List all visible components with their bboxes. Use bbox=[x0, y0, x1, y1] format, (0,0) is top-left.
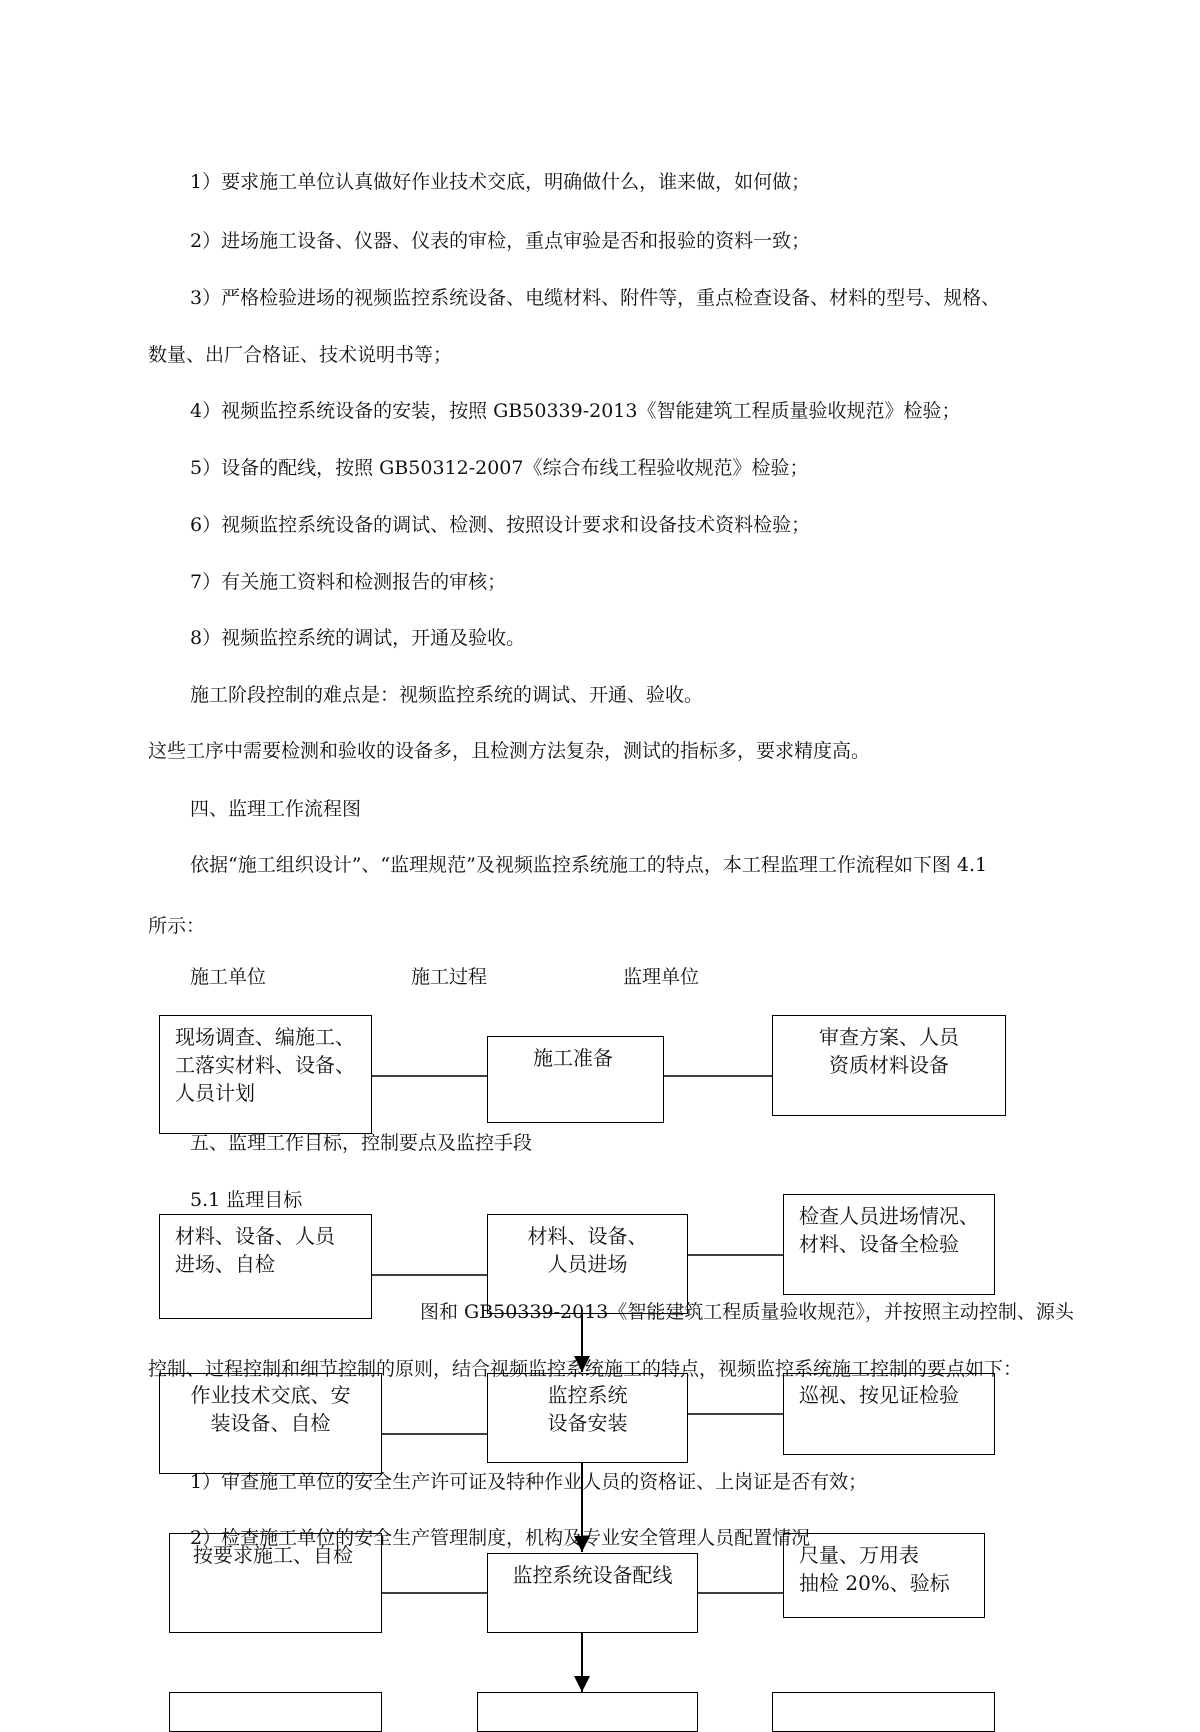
paragraph-3: 3）严格检验进场的视频监控系统设备、电缆材料、附件等，重点检查设备、材料的型号、规格、 bbox=[190, 287, 1001, 309]
flow-text-row3-right: 巡视、按见证检验 bbox=[799, 1383, 959, 1407]
difficulty-paragraph: 施工阶段控制的难点是：视频监控系统的调试、开通、验收。 bbox=[190, 684, 704, 706]
difficulty-detail: 这些工序中需要检测和验收的设备多，且检测方法复杂，测试的指标多，要求精度高。 bbox=[148, 740, 871, 762]
column-header-supervisor: 监理单位 bbox=[623, 966, 700, 988]
section-heading-4: 四、监理工作流程图 bbox=[190, 798, 362, 820]
flow-box-row5-middle bbox=[477, 1692, 698, 1732]
column-header-contractor: 施工单位 bbox=[190, 966, 267, 988]
flow-text-row1-right: 审查方案、人员 资质材料设备 bbox=[819, 1025, 959, 1077]
flow-text-row1-left: 现场调查、编施工、 工落实材料、设备、 人员计划 bbox=[175, 1025, 355, 1105]
flow-text-row4-left: 按要求施工、自检 bbox=[193, 1543, 353, 1567]
column-header-process: 施工过程 bbox=[411, 966, 488, 988]
section-heading-5: 五、监理工作目标，控制要点及监控手段 bbox=[190, 1132, 533, 1154]
flow-text-row2-middle: 材料、设备、 人员进场 bbox=[527, 1224, 648, 1276]
paragraph-3-cont: 数量、出厂合格证、技术说明书等； bbox=[148, 344, 453, 366]
paragraph-2: 2）进场施工设备、仪器、仪表的审检，重点审验是否和报验的资料一致； bbox=[190, 230, 811, 252]
flow-box-row5-left bbox=[169, 1692, 382, 1732]
paragraph-1: 1）要求施工单位认真做好作业技术交底，明确做什么，谁来做，如何做； bbox=[190, 171, 811, 193]
flow-text-row1-middle: 施工准备 bbox=[533, 1046, 613, 1070]
flow-text-row2-right: 检查人员进场情况、 材料、设备全检验 bbox=[799, 1204, 979, 1256]
flow-text-row4-middle: 监控系统设备配线 bbox=[512, 1563, 673, 1587]
flow-text-row2-left: 材料、设备、人员 进场、自检 bbox=[175, 1224, 335, 1276]
section-heading-5-1: 5.1 监理目标 bbox=[190, 1189, 303, 1211]
basis-paragraph: 图和 GB50339-2013《智能建筑工程质量验收规范》，并按照主动控制、源头 bbox=[420, 1301, 1074, 1323]
flow-intro: 依据“施工组织设计”、“监理规范”及视频监控系统施工的特点，本工程监理工作流程如下图 4.1 bbox=[190, 854, 988, 876]
paragraph-7: 7）有关施工资料和检测报告的审核； bbox=[190, 571, 507, 593]
flow-box-row5-right bbox=[772, 1692, 995, 1732]
flow-text-row3-middle: 监控系统 设备安装 bbox=[547, 1383, 628, 1435]
paragraph-5: 5）设备的配线，按照 GB50312-2007《综合布线工程验收规范》检验； bbox=[190, 457, 809, 479]
paragraph-8: 8）视频监控系统的调试，开通及验收。 bbox=[190, 627, 526, 649]
basis-paragraph-cont: 控制、过程控制和细节控制的原则，结合视频监控系统施工的特点，视频监控系统施工控制的要点如下： bbox=[148, 1358, 1023, 1380]
paragraph-4: 4）视频监控系统设备的安装，按照 GB50339-2013《智能建筑工程质量验收规范》检验； bbox=[190, 400, 961, 422]
safety-item-1: 1）审查施工单位的安全生产许可证及特种作业人员的资格证、上岗证是否有效； bbox=[190, 1471, 868, 1493]
paragraph-6: 6）视频监控系统设备的调试、检测、按照设计要求和设备技术资料检验； bbox=[190, 514, 811, 536]
flow-text-row4-right: 尺量、万用表 抽检 20%、验标 bbox=[799, 1543, 950, 1595]
safety-item-2: 2）检查施工单位的安全生产管理制度，机构及专业安全管理人员配置情况 bbox=[190, 1527, 811, 1549]
flow-text-row3-left: 作业技术交底、安 装设备、自检 bbox=[190, 1383, 351, 1435]
flow-intro-cont: 所示： bbox=[148, 915, 206, 937]
